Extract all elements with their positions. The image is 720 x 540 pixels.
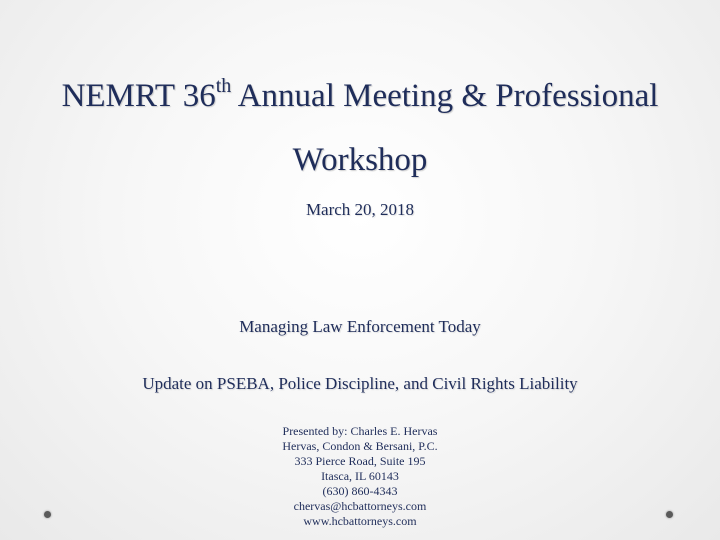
date: March 20, 2018 — [305, 200, 415, 219]
decorative-dot-icon — [44, 511, 51, 518]
title-line2: Workshop — [292, 142, 428, 178]
presenter-line: 333 Pierce Road, Suite 195 — [294, 454, 426, 468]
presenter-line: Itasca, IL 60143 — [321, 469, 399, 483]
presenter-line: (630) 860-4343 — [322, 484, 398, 498]
title-line1-suffix: Annual Meeting & Professional — [231, 78, 659, 114]
presenter-line: Hervas, Condon & Bersani, P.C. — [282, 439, 438, 453]
decorative-dot-icon — [666, 511, 673, 518]
title-line1-prefix: NEMRT 36 — [61, 78, 216, 114]
title-superscript: th — [215, 75, 232, 97]
presenter-email[interactable]: chervas@hcbattorneys.com — [293, 499, 427, 513]
subtitle-update: Update on PSEBA, Police Discipline, and Civil Rights Liability — [142, 374, 578, 393]
presenter-website[interactable]: www.hcbattorneys.com — [303, 514, 417, 528]
subtitle-managing: Managing Law Enforcement Today — [239, 317, 481, 336]
slide-title — [20, 64, 700, 192]
presenter-line: Presented by: Charles E. Hervas — [282, 424, 438, 438]
presenter-block — [0, 424, 720, 529]
